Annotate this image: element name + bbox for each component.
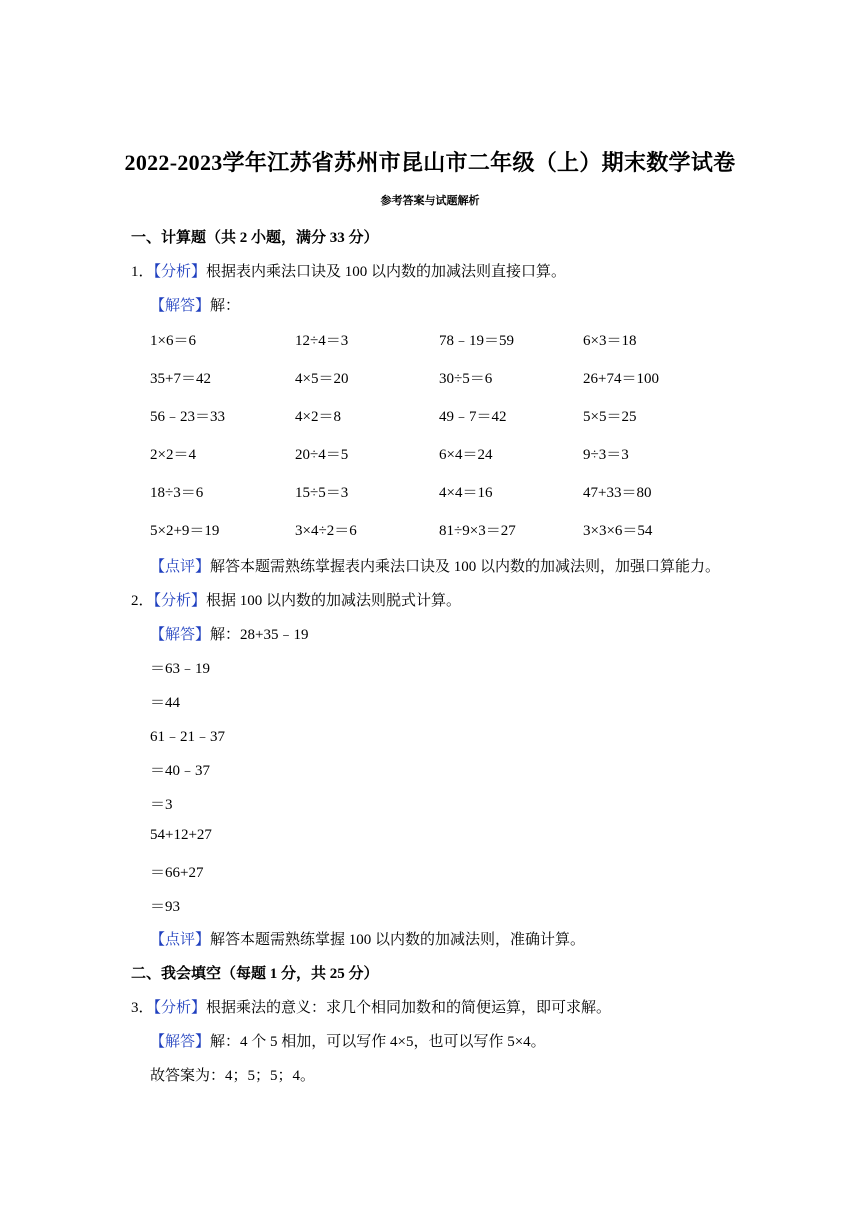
calc-cell: 4×4＝16	[439, 485, 493, 501]
q3-answer	[150, 1030, 546, 1051]
q1-analysis	[131, 260, 566, 281]
q2-analysis-tag: 【分析】	[153, 593, 207, 609]
q2-step: 61﹣21﹣37	[150, 729, 226, 745]
calc-cell: 9÷3＝3	[583, 447, 629, 463]
q1-comment-text: 解答本题需熟练掌握表内乘法口诀及 100 以内数的加减法则，加强口算能力。	[210, 559, 721, 575]
calc-cell: 56﹣23＝33	[150, 409, 226, 425]
q2-analysis-text: 根据 100 以内数的加减法则脱式计算。	[206, 593, 462, 609]
calc-cell: 5×2+9＝19	[150, 523, 220, 539]
section-2-heading: 二、我会填空（每题 1 分，共 25 分）	[131, 966, 379, 982]
calc-cell: 2×2＝4	[150, 447, 196, 463]
calc-cell: 4×5＝20	[295, 371, 349, 387]
calc-cell: 30÷5＝6	[439, 371, 493, 387]
calc-cell: 49﹣7＝42	[439, 409, 507, 425]
q2-step: ＝44	[150, 695, 181, 711]
calc-cell: 5×5＝25	[583, 409, 637, 425]
calc-cell: 20÷4＝5	[295, 447, 349, 463]
calc-cell: 1×6＝6	[150, 333, 196, 349]
calc-cell: 18÷3＝6	[150, 485, 204, 501]
section-1-heading: 一、计算题（共 2 小题，满分 33 分）	[131, 230, 379, 246]
calc-cell: 47+33＝80	[583, 485, 652, 501]
q2-comment-text: 解答本题需熟练掌握 100 以内数的加减法则，准确计算。	[210, 932, 586, 948]
q2-number: 2．	[131, 593, 154, 609]
q3-answer-text: 解：4 个 5 相加，可以写作 4×5，也可以写作 5×4。	[210, 1034, 546, 1050]
q1-analysis-tag: 【分析】	[153, 264, 207, 280]
q2-comment	[150, 928, 585, 949]
q2-step: ＝40﹣37	[150, 763, 211, 779]
calc-cell: 78﹣19＝59	[439, 333, 515, 349]
q2-comment-tag: 【点评】	[150, 932, 211, 948]
calc-cell: 12÷4＝3	[295, 333, 349, 349]
q3-number: 3．	[131, 1000, 154, 1016]
calc-cell: 3×4÷2＝6	[295, 523, 357, 539]
q3-analysis-text: 根据乘法的意义：求几个相同加数和的简便运算，即可求解。	[206, 1000, 612, 1016]
q2-step: ＝93	[150, 899, 181, 915]
q2-answer-tag: 【解答】	[150, 627, 211, 643]
q1-comment-tag: 【点评】	[150, 559, 211, 575]
calc-cell: 3×3×6＝54	[583, 523, 653, 539]
q2-step: ＝3	[150, 797, 173, 813]
q1-answer	[150, 294, 240, 315]
q1-answer-tag: 【解答】	[150, 298, 211, 314]
q3-final-answer: 故答案为：4；5；5；4。	[150, 1068, 316, 1084]
q3-analysis	[131, 996, 611, 1017]
calc-cell: 15÷5＝3	[295, 485, 349, 501]
q2-step: ＝66+27	[150, 865, 204, 881]
q1-analysis-text: 根据表内乘法口诀及 100 以内数的加减法则直接口算。	[206, 264, 567, 280]
q3-answer-tag: 【解答】	[150, 1034, 211, 1050]
q2-answer	[150, 623, 308, 644]
q2-analysis	[131, 589, 461, 610]
q1-number: 1．	[131, 264, 154, 280]
q2-answer-text: 解：28+35﹣19	[210, 627, 309, 643]
q3-analysis-tag: 【分析】	[153, 1000, 207, 1016]
q2-step: 54+12+27	[150, 827, 212, 843]
calc-cell: 6×4＝24	[439, 447, 493, 463]
calc-cell: 4×2＝8	[295, 409, 341, 425]
calc-cell: 81÷9×3＝27	[439, 523, 516, 539]
q2-step: ＝63﹣19	[150, 661, 211, 677]
q1-answer-text: 解：	[210, 298, 241, 314]
calc-cell: 26+74＝100	[583, 371, 659, 387]
page-title: 2022-2023学年江苏省苏州市昆山市二年级（上）期末数学试卷	[124, 150, 736, 175]
calc-cell: 35+7＝42	[150, 371, 211, 387]
page-subtitle: 参考答案与试题解析	[380, 195, 480, 207]
q1-comment	[150, 555, 720, 576]
calc-cell: 6×3＝18	[583, 333, 637, 349]
